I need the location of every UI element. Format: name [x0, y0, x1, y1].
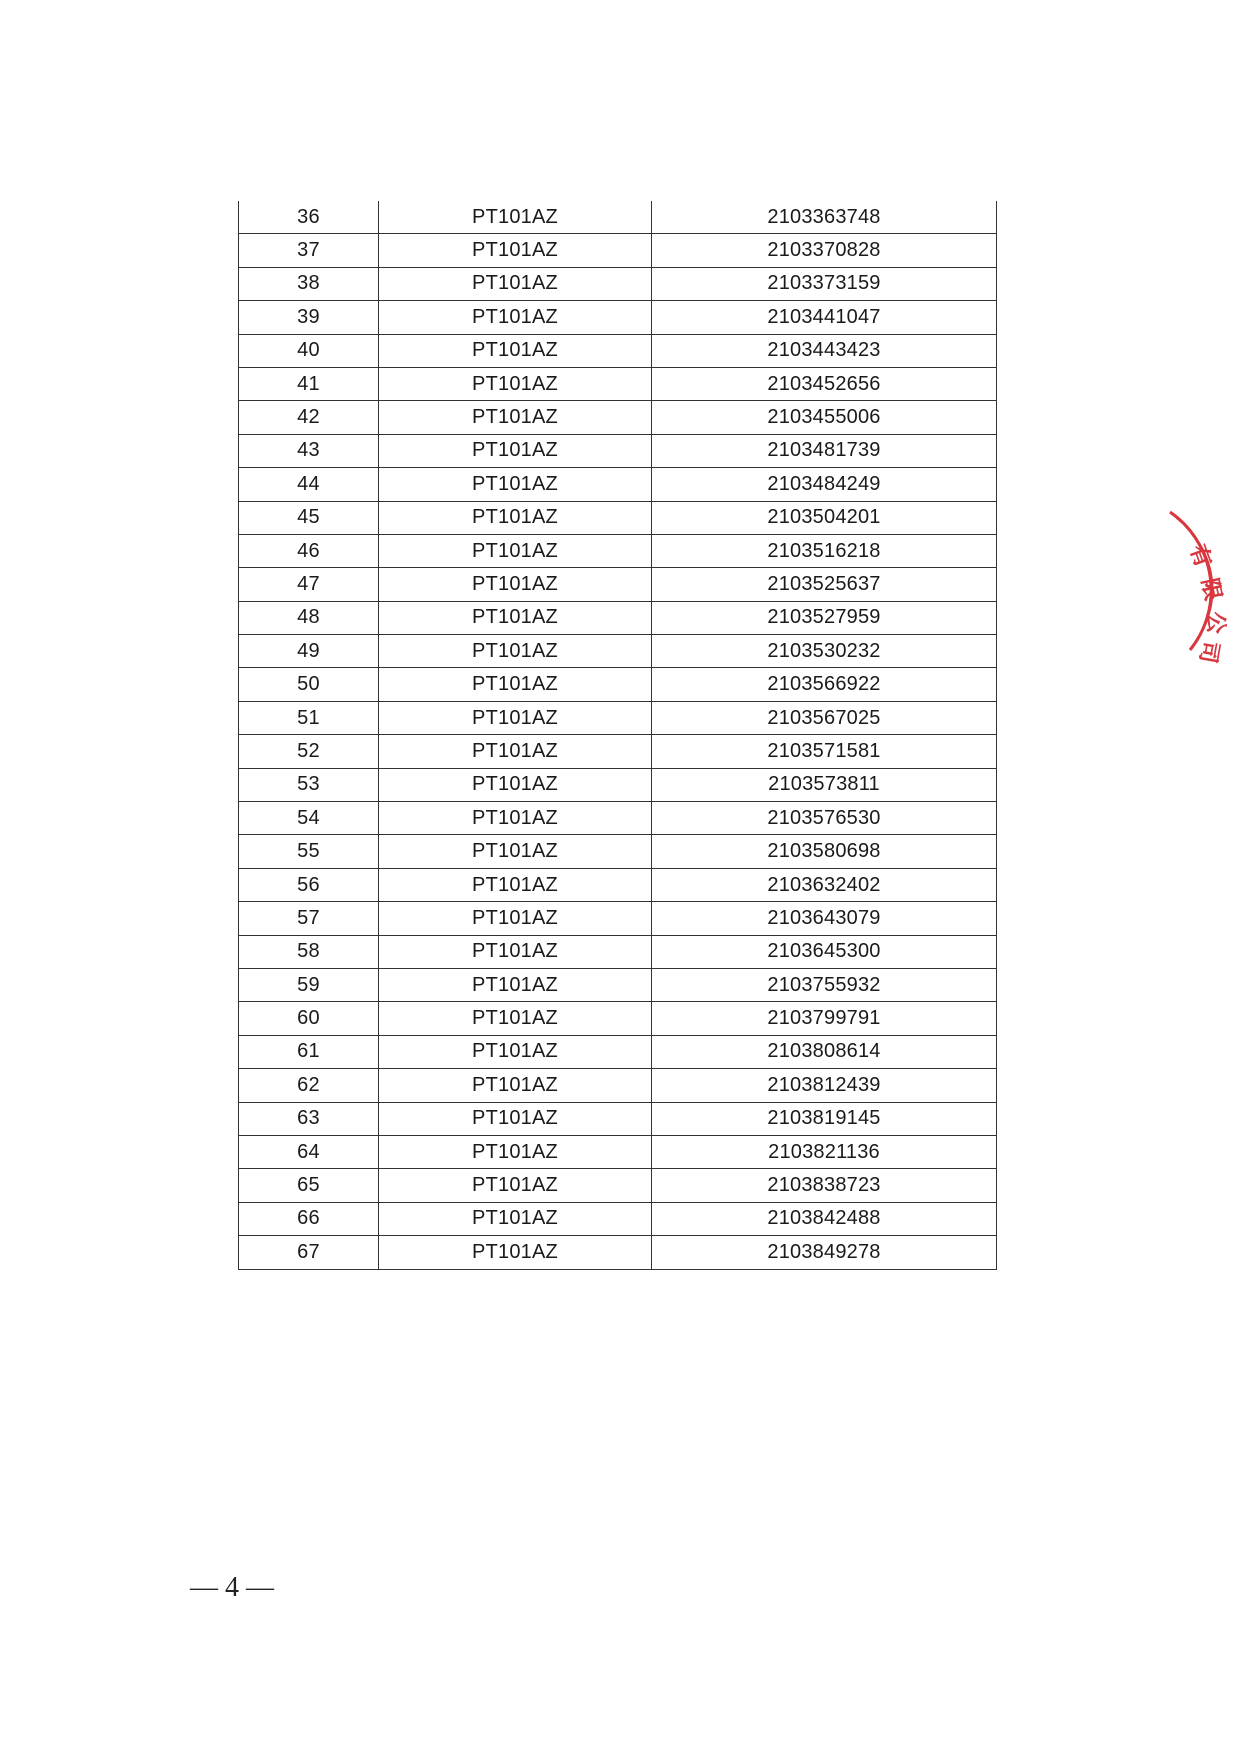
- serial-number-cell: 2103632402: [652, 868, 997, 901]
- row-index-cell: 53: [239, 768, 379, 801]
- serial-number-cell: 2103849278: [652, 1236, 997, 1269]
- page-number: — 4 —: [190, 1572, 274, 1603]
- row-index-cell: 57: [239, 902, 379, 935]
- row-index-cell: 55: [239, 835, 379, 868]
- serial-number-cell: 2103842488: [652, 1202, 997, 1235]
- row-index-cell: 46: [239, 534, 379, 567]
- serial-number-cell: 2103363748: [652, 201, 997, 234]
- table-row: [239, 735, 997, 768]
- table-row: [239, 401, 997, 434]
- model-cell: PT101AZ: [379, 1202, 652, 1235]
- table-row: [239, 835, 997, 868]
- table-row: [239, 701, 997, 734]
- table-row: [239, 1236, 997, 1269]
- serial-number-cell: 2103525637: [652, 568, 997, 601]
- model-cell: PT101AZ: [379, 1135, 652, 1168]
- model-cell: PT101AZ: [379, 1002, 652, 1035]
- seal-character: 限: [1196, 576, 1226, 603]
- row-index-cell: 58: [239, 935, 379, 968]
- row-index-cell: 38: [239, 267, 379, 300]
- model-cell: PT101AZ: [379, 735, 652, 768]
- row-index-cell: 49: [239, 635, 379, 668]
- model-cell: PT101AZ: [379, 367, 652, 400]
- table-row: [239, 635, 997, 668]
- model-cell: PT101AZ: [379, 968, 652, 1001]
- serial-number-cell: 2103455006: [652, 401, 997, 434]
- table-row: [239, 1169, 997, 1202]
- serial-number-cell: 2103373159: [652, 267, 997, 300]
- model-cell: PT101AZ: [379, 234, 652, 267]
- row-index-cell: 54: [239, 802, 379, 835]
- table-row: [239, 1135, 997, 1168]
- model-cell: PT101AZ: [379, 868, 652, 901]
- row-index-cell: 41: [239, 367, 379, 400]
- serial-number-cell: 2103799791: [652, 1002, 997, 1035]
- table-row: [239, 1069, 997, 1102]
- serial-number-cell: 2103527959: [652, 601, 997, 634]
- table-row: [239, 234, 997, 267]
- row-index-cell: 63: [239, 1102, 379, 1135]
- row-index-cell: 65: [239, 1169, 379, 1202]
- row-index-cell: 50: [239, 668, 379, 701]
- serial-number-cell: 2103808614: [652, 1035, 997, 1068]
- serial-number-cell: 2103370828: [652, 234, 997, 267]
- model-cell: PT101AZ: [379, 301, 652, 334]
- row-index-cell: 48: [239, 601, 379, 634]
- row-index-cell: 61: [239, 1035, 379, 1068]
- serial-number-cell: 2103530232: [652, 635, 997, 668]
- row-index-cell: 66: [239, 1202, 379, 1235]
- row-index-cell: 67: [239, 1236, 379, 1269]
- model-cell: PT101AZ: [379, 1169, 652, 1202]
- table-row: [239, 935, 997, 968]
- row-index-cell: 36: [239, 201, 379, 234]
- serial-number-cell: 2103645300: [652, 935, 997, 968]
- model-cell: PT101AZ: [379, 768, 652, 801]
- serial-number-cell: 2103838723: [652, 1169, 997, 1202]
- table-row: [239, 301, 997, 334]
- model-cell: PT101AZ: [379, 334, 652, 367]
- company-seal-stamp: [1150, 500, 1241, 670]
- serial-number-cell: 2103643079: [652, 902, 997, 935]
- row-index-cell: 44: [239, 468, 379, 501]
- serial-number-cell: 2103441047: [652, 301, 997, 334]
- table-row: [239, 501, 997, 534]
- model-cell: PT101AZ: [379, 802, 652, 835]
- model-cell: PT101AZ: [379, 501, 652, 534]
- table-row: [239, 668, 997, 701]
- table-row: [239, 601, 997, 634]
- serial-number-cell: 2103567025: [652, 701, 997, 734]
- table-row: [239, 868, 997, 901]
- model-cell: PT101AZ: [379, 701, 652, 734]
- table-row: [239, 201, 997, 234]
- table-row: [239, 1035, 997, 1068]
- row-index-cell: 40: [239, 334, 379, 367]
- model-cell: PT101AZ: [379, 1035, 652, 1068]
- serial-number-cell: 2103821136: [652, 1135, 997, 1168]
- table-row: [239, 434, 997, 467]
- model-cell: PT101AZ: [379, 935, 652, 968]
- table-row: [239, 902, 997, 935]
- serial-number-cell: 2103819145: [652, 1102, 997, 1135]
- row-index-cell: 60: [239, 1002, 379, 1035]
- serial-number-cell: 2103481739: [652, 434, 997, 467]
- model-cell: PT101AZ: [379, 1102, 652, 1135]
- row-index-cell: 47: [239, 568, 379, 601]
- model-cell: PT101AZ: [379, 201, 652, 234]
- serial-number-cell: 2103755932: [652, 968, 997, 1001]
- serial-number-cell: 2103576530: [652, 802, 997, 835]
- row-index-cell: 39: [239, 301, 379, 334]
- table-row: [239, 534, 997, 567]
- serial-number-cell: 2103566922: [652, 668, 997, 701]
- model-cell: PT101AZ: [379, 568, 652, 601]
- model-cell: PT101AZ: [379, 601, 652, 634]
- serial-number-cell: 2103504201: [652, 501, 997, 534]
- row-index-cell: 45: [239, 501, 379, 534]
- model-cell: PT101AZ: [379, 1236, 652, 1269]
- table-row: [239, 468, 997, 501]
- table-row: [239, 267, 997, 300]
- row-index-cell: 56: [239, 868, 379, 901]
- row-index-cell: 62: [239, 1069, 379, 1102]
- serial-number-cell: 2103812439: [652, 1069, 997, 1102]
- serial-number-cell: 2103443423: [652, 334, 997, 367]
- table-row: [239, 768, 997, 801]
- table-body: [239, 201, 997, 1269]
- table-row: [239, 568, 997, 601]
- table-row: [239, 334, 997, 367]
- serial-number-cell: 2103452656: [652, 367, 997, 400]
- table-row: [239, 1002, 997, 1035]
- table-row: [239, 1202, 997, 1235]
- serial-number-cell: 2103573811: [652, 768, 997, 801]
- serial-number-cell: 2103571581: [652, 735, 997, 768]
- table-row: [239, 968, 997, 1001]
- serial-number-cell: 2103484249: [652, 468, 997, 501]
- seal-character: 司: [1194, 638, 1223, 665]
- model-cell: PT101AZ: [379, 635, 652, 668]
- model-cell: PT101AZ: [379, 668, 652, 701]
- row-index-cell: 43: [239, 434, 379, 467]
- row-index-cell: 51: [239, 701, 379, 734]
- table-row: [239, 367, 997, 400]
- row-index-cell: 59: [239, 968, 379, 1001]
- table-row: [239, 1102, 997, 1135]
- model-cell: PT101AZ: [379, 835, 652, 868]
- table-row: [239, 802, 997, 835]
- model-cell: PT101AZ: [379, 434, 652, 467]
- seal-character: 公: [1202, 611, 1228, 635]
- model-cell: PT101AZ: [379, 534, 652, 567]
- model-cell: PT101AZ: [379, 401, 652, 434]
- seal-character: 有: [1184, 541, 1216, 571]
- row-index-cell: 42: [239, 401, 379, 434]
- row-index-cell: 52: [239, 735, 379, 768]
- model-cell: PT101AZ: [379, 468, 652, 501]
- model-cell: PT101AZ: [379, 1069, 652, 1102]
- serial-number-cell: 2103516218: [652, 534, 997, 567]
- row-index-cell: 64: [239, 1135, 379, 1168]
- serial-number-cell: 2103580698: [652, 835, 997, 868]
- row-index-cell: 37: [239, 234, 379, 267]
- model-cell: PT101AZ: [379, 902, 652, 935]
- model-cell: PT101AZ: [379, 267, 652, 300]
- serial-number-table: [238, 201, 997, 1270]
